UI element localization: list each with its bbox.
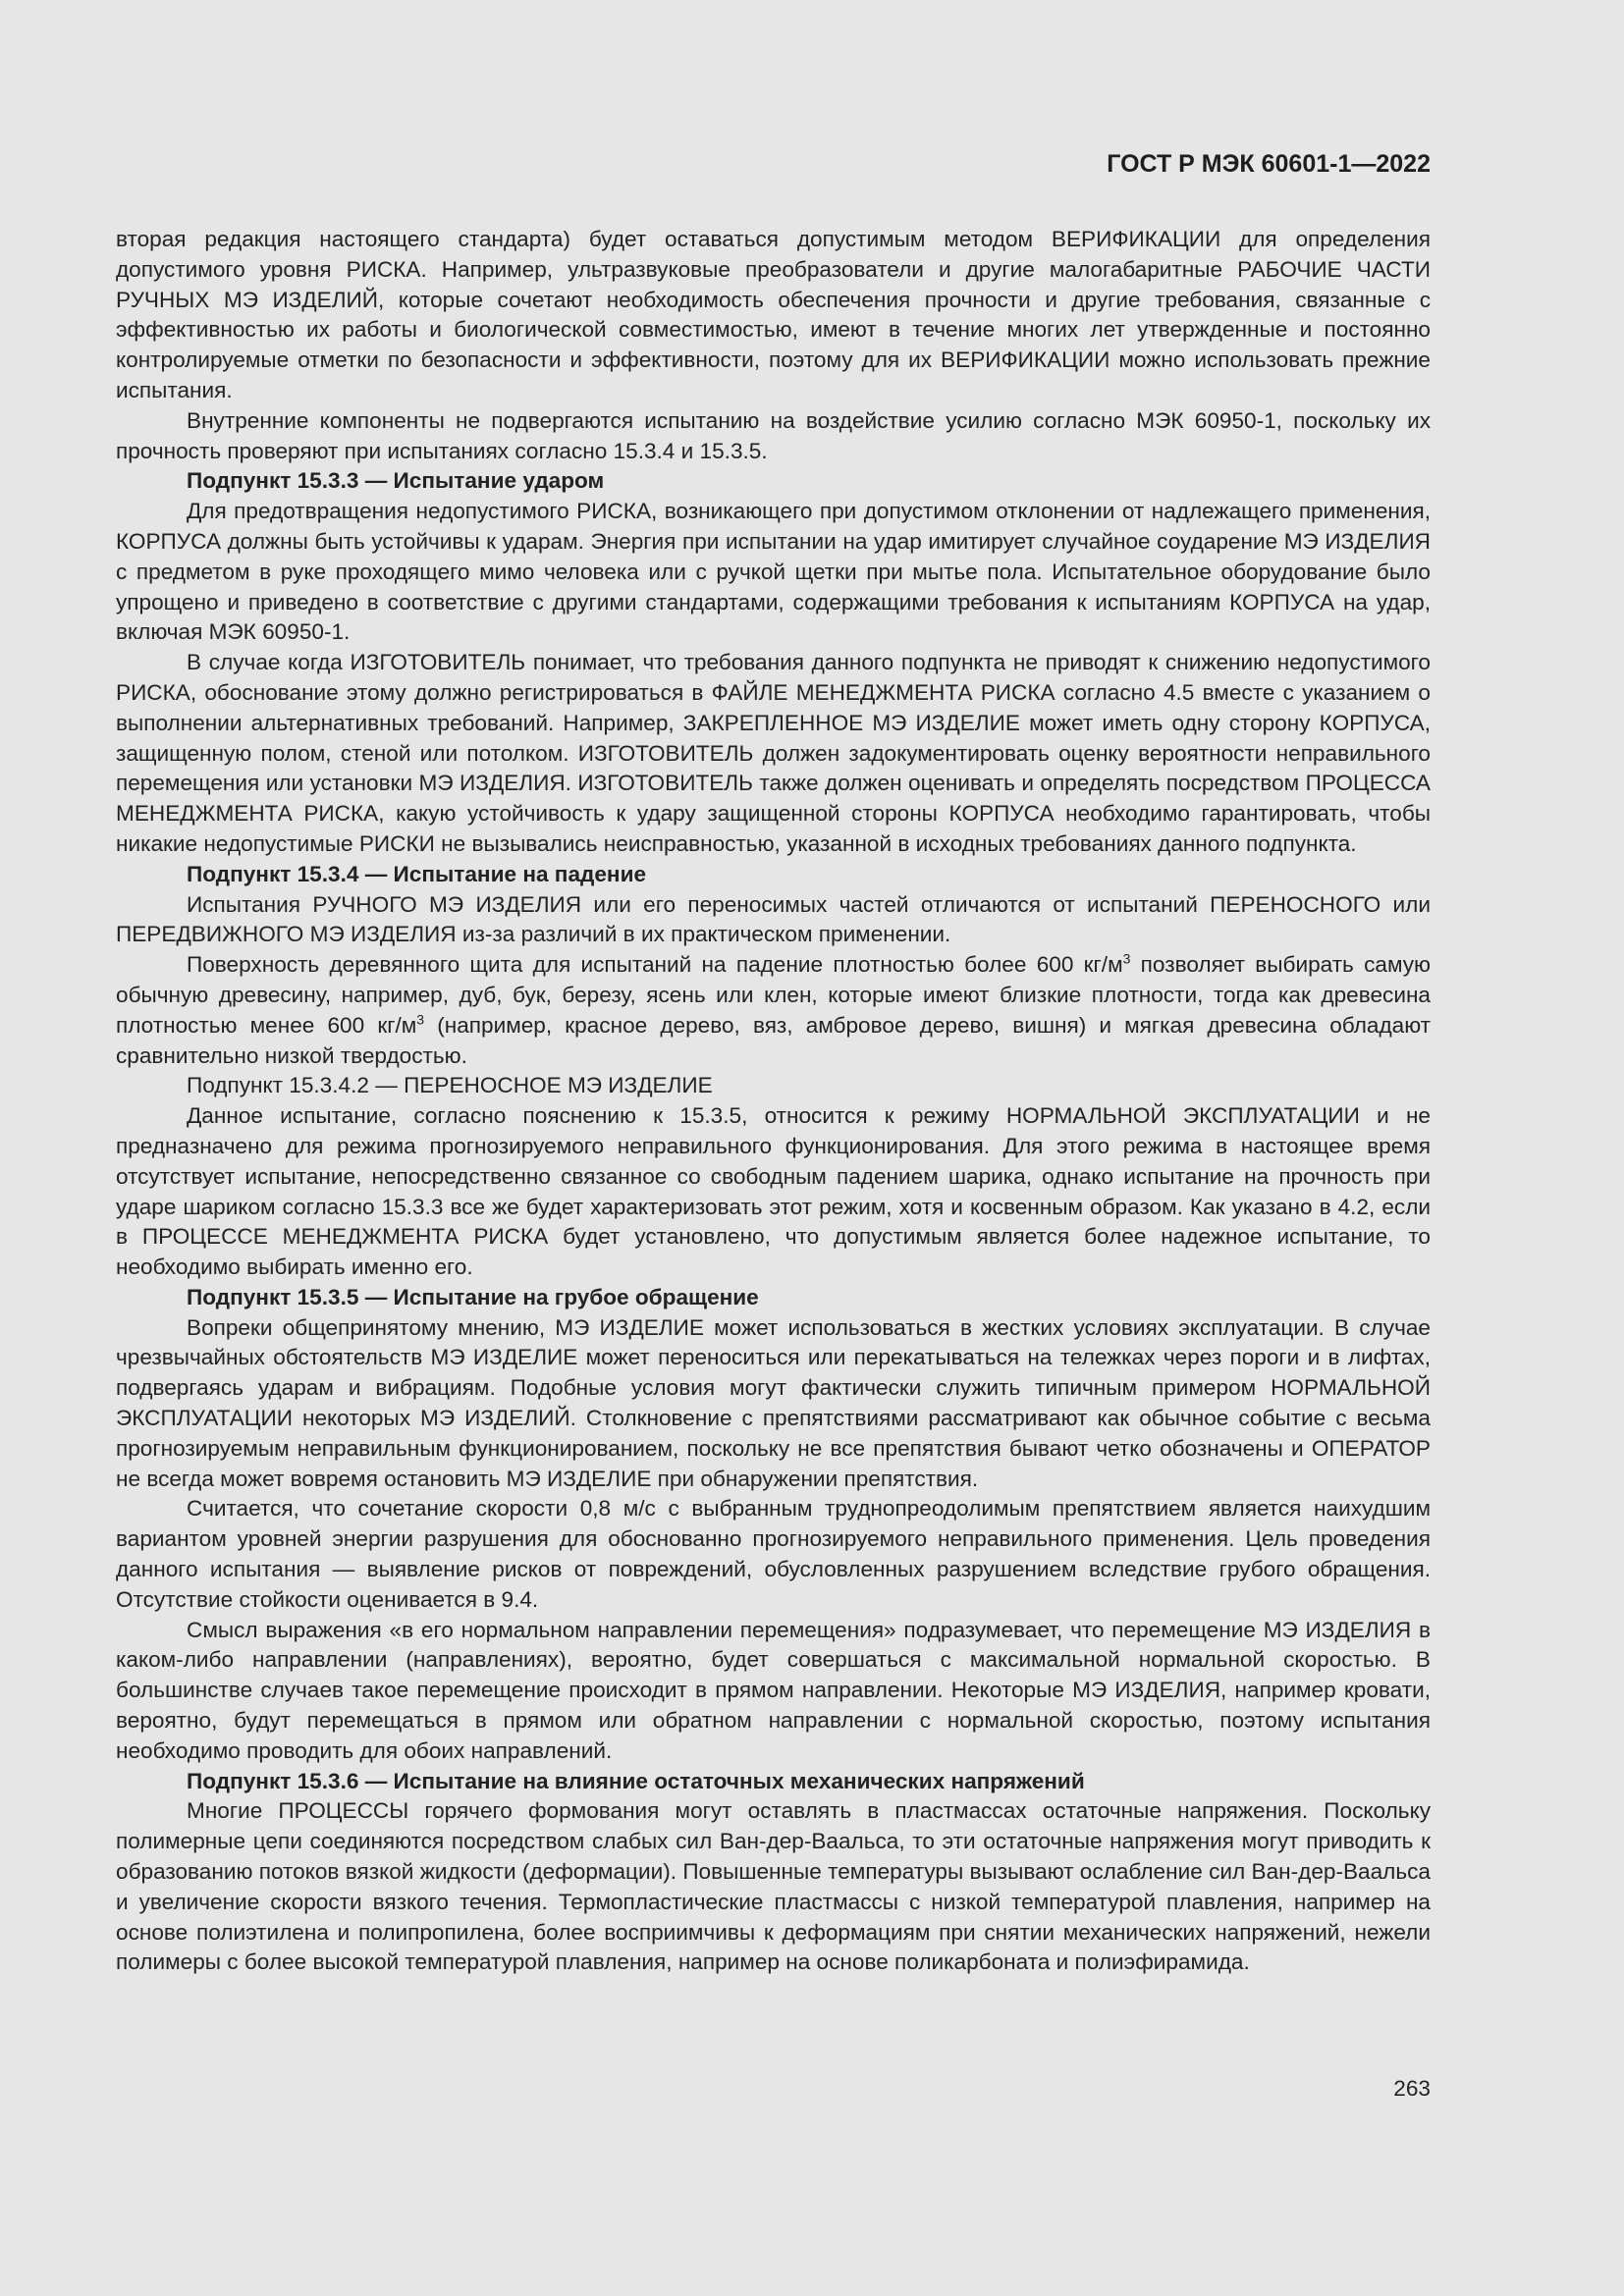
- paragraph: В случае когда ИЗГОТОВИТЕЛЬ понимает, что требования данного подпункта не приводят к снижению недопустимого РИСКА, обоснование этому должно регистрироваться в ФАЙЛЕ МЕНЕДЖМЕНТА РИСКА согласно 4.5 вместе с указанием о выполнении альтернативных требований. Например, ЗАКРЕПЛЕННОЕ МЭ ИЗДЕЛИЕ может иметь одну сторону КОРПУСА, защищенную полом, стеной или потолком. ИЗГОТОВИТЕЛЬ должен задокументировать оценку вероятности неправильного перемещения или установки МЭ ИЗДЕЛИЯ. ИЗГОТОВИТЕЛЬ также должен оценивать и определять посредством ПРОЦЕССА МЕНЕДЖМЕНТА РИСКА, какую устойчивость к удару защищенной стороны КОРПУСА необходимо гарантировать, чтобы никакие недопустимые РИСКИ не вызывались неисправностью, указанной в исходных требованиях данного подпункта.: [116, 650, 1431, 856]
- paragraph: Испытания РУЧНОГО МЭ ИЗДЕЛИЯ или его переносимых частей отличаются от испытаний ПЕРЕНОСНОГО или ПЕРЕДВИЖНОГО МЭ ИЗДЕЛИЯ из-за различий в их практическом применении.: [116, 891, 1431, 947]
- document-header: ГОСТ Р МЭК 60601-1—2022: [1107, 150, 1431, 178]
- paragraph: Данное испытание, согласно пояснению к 15.3.5, относится к режиму НОРМАЛЬНОЙ ЭКСПЛУАТАЦИИ и не предназначено для режима прогнозируемого неправильного функционирования. Для этого режима в настоящее время отсутствует испытание, непосредственно связанное со свободным падением шарика, однако испытание на прочность при ударе шариком согласно 15.3.3 все же будет характеризовать этот режим, хотя и косвенным образом. Как указано в 4.2, если в ПРОЦЕССЕ МЕНЕДЖМЕНТА РИСКА будет установлено, что допустимым является более надежное испытание, то необходимо выбирать именно его.: [116, 1103, 1431, 1280]
- paragraph: вторая редакция настоящего стандарта) будет оставаться допустимым методом ВЕРИФИКАЦИИ для определения допустимого уровня РИСКА. Например, ультразвуковые преобразователи и другие малогабаритные РАБОЧИЕ ЧАСТИ РУЧНЫХ МЭ ИЗДЕЛИЙ, которые сочетают необходимость обеспечения прочности и другие требования, связанные с эффективностью их работы и биологической совместимостью, имеют в течение многих лет утвержденные и постоянно контролируемые отметки по безопасности и эффективности, поэтому для их ВЕРИФИКАЦИИ можно использовать прежние испытания.: [116, 227, 1431, 402]
- section-heading: Подпункт 15.3.5 — Испытание на грубое обращение: [187, 1284, 759, 1309]
- page-number: 263: [1393, 2076, 1431, 2101]
- paragraph: Внутренние компоненты не подвергаются испытанию на воздействие усилию согласно МЭК 60950-1, поскольку их прочность проверяют при испытаниях согласно 15.3.4 и 15.3.5.: [116, 407, 1431, 463]
- paragraph: Смысл выражения «в его нормальном направлении перемещения» подразумевает, что перемещение МЭ ИЗДЕЛИЯ в каком-либо направлении (направлениях), вероятно, будет совершаться с максимальной нормальной скоростью. В большинстве случаев такое перемещение происходит в прямом направлении. Некоторые МЭ ИЗДЕЛИЯ, например кровати, вероятно, будут перемещаться в прямом или обратном направлении с нормальной скоростью, поэтому испытания необходимо проводить для обоих направлений.: [116, 1617, 1431, 1763]
- paragraph: Считается, что сочетание скорости 0,8 м/с с выбранным труднопреодолимым препятствием является наихудшим вариантом уровней энергии разрушения для обоснованно прогнозируемого неправильного применения. Цель проведения данного испытания — выявление рисков от повреждений, обусловленных разрушением вследствие грубого обращения. Отсутствие стойкости оценивается в 9.4.: [116, 1496, 1431, 1612]
- paragraph: Вопреки общепринятому мнению, МЭ ИЗДЕЛИЕ может использоваться в жестких условиях эксплуатации. В случае чрезвычайных обстоятельств МЭ ИЗДЕЛИЕ может переноситься или перекатываться на тележках через пороги и в лифтах, подвергаясь ударам и вибрациям. Подобные условия могут фактически служить типичным примером НОРМАЛЬНОЙ ЭКСПЛУАТАЦИИ некоторых МЭ ИЗДЕЛИЙ. Столкновение с препятствиями рассматривают как обычное событие с весьма прогнозируемым неправильным функционированием, поскольку не все препятствия бывают четко обозначены и ОПЕРАТОР не всегда может вовремя остановить МЭ ИЗДЕЛИЕ при обнаружении препятствия.: [116, 1314, 1431, 1491]
- text-segment: Поверхность деревянного щита для испытаний на падение плотностью более 600 кг/м: [187, 952, 1123, 978]
- superscript: 3: [416, 1011, 425, 1028]
- paragraph: Для предотвращения недопустимого РИСКА, возникающего при допустимом отклонении от надлежащего применения, КОРПУСА должны быть устойчивы к ударам. Энергия при испытании на удар имитирует случайное соударение МЭ ИЗДЕЛИЯ с предметом в руке проходящего мимо человека или с ручкой щетки при мытье пола. Испытательное оборудование было упрощено и приведено в соответствие с другими стандартами, содержащими требования к испытаниям КОРПУСА на удар, включая МЭК 60950-1.: [116, 499, 1431, 645]
- text-segment: позволяет выбирать самую обычную древесину, например, дуб, бук, березу, ясень или клен, которые имеют близкие плотности, тогда как древесина плотностью менее 600 кг/м: [116, 952, 1431, 1038]
- text-segment: (например, красное дерево, вяз, амбровое дерево, вишня) и мягкая древесина обладают сравнительно низкой твердостью.: [116, 1012, 1431, 1068]
- subsection-heading: Подпункт 15.3.4.2 — ПЕРЕНОСНОЕ МЭ ИЗДЕЛИЕ: [187, 1073, 713, 1098]
- paragraph-density: [116, 950, 1431, 1071]
- document-body: [116, 225, 1431, 1978]
- section-heading: Подпункт 15.3.6 — Испытание на влияние остаточных механических напряжений: [187, 1768, 1085, 1793]
- section-heading: Подпункт 15.3.3 — Испытание ударом: [187, 468, 605, 494]
- section-heading: Подпункт 15.3.4 — Испытание на падение: [187, 861, 647, 886]
- paragraph: Многие ПРОЦЕССЫ горячего формования могут оставлять в пластмассах остаточные напряжения. Поскольку полимерные цепи соединяются посредством слабых сил Ван-дер-Ваальса, то эти остаточные напряжения могут приводить к образованию потоков вязкой жидкости (деформации). Повышенные температуры вызывают ослабление сил Ван-дер-Ваальса и увеличение скорости вязкого течения. Термопластические пластмассы с низкой температурой плавления, например на основе полиэтилена и полипропилена, более восприимчивы к деформациям при снятии механических напряжений, нежели полимеры с более высокой температурой плавления, например на основе поликарбоната и полиэфирамида.: [116, 1798, 1431, 1975]
- superscript: 3: [1122, 950, 1131, 967]
